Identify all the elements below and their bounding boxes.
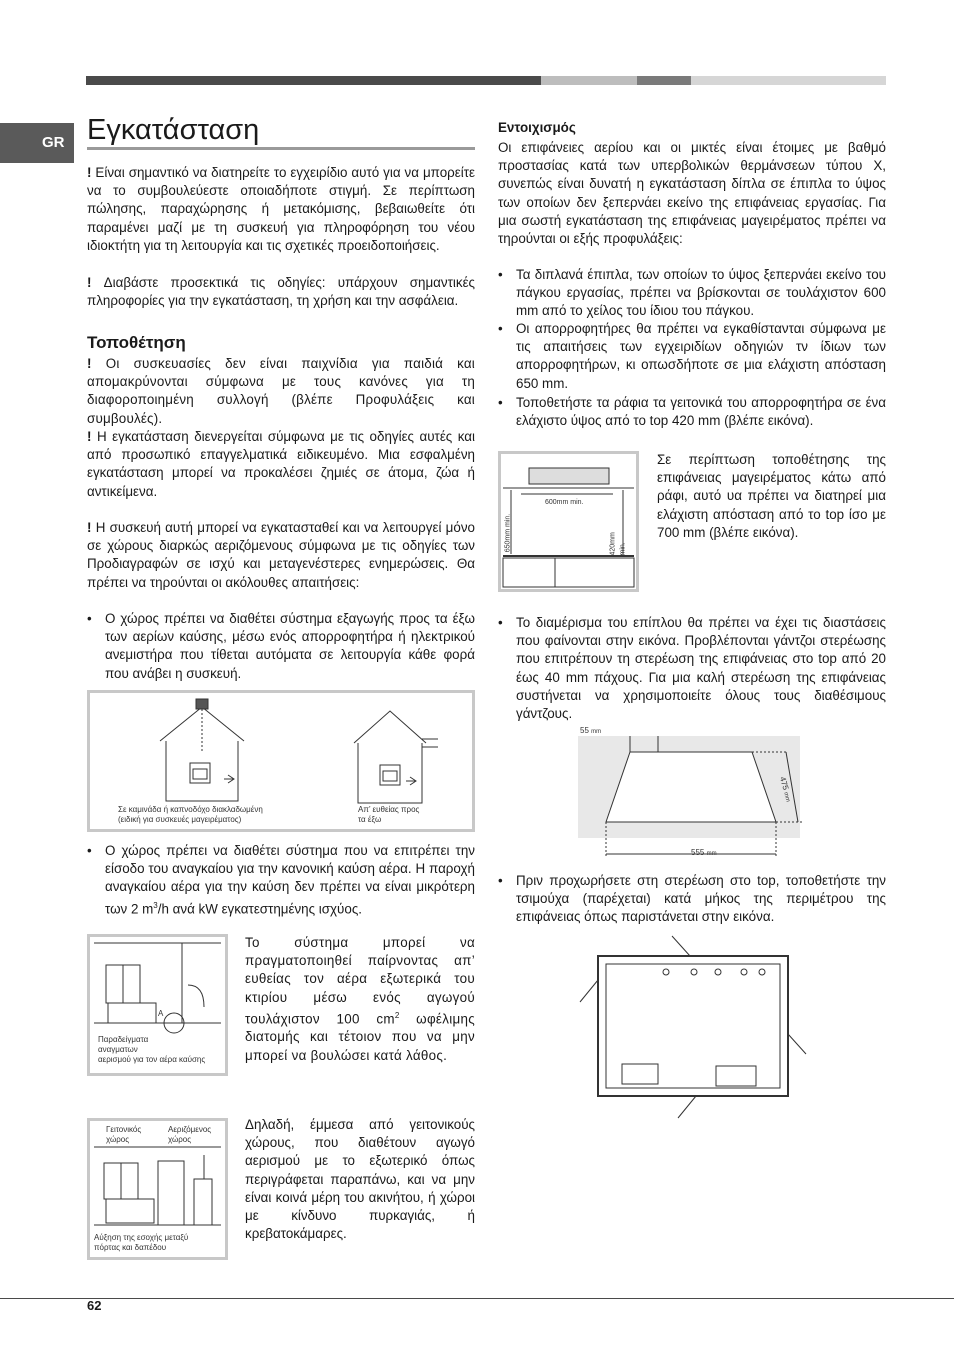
intro-paragraph-2: ! Διαβάστε προσεκτικά τις οδηγίες: υπάρχουν σημαντικές πληροφορίες για την εγκατάσταση, τη χρήση και την ασφάλεια.: [87, 275, 475, 309]
figure-cutout-drawing: [576, 724, 802, 866]
figure-caption-air: Παραδείγματα αναγματων αερισμού για τον αέρα καύσης: [98, 1035, 206, 1064]
cutout-475-label: 475 mm: [778, 775, 791, 803]
figure-cutout-dimensions: [576, 724, 802, 866]
section-heading-builtin: Εντοιχισμός: [498, 120, 576, 135]
shelf-600-label: 600mm min.: [545, 499, 584, 506]
figure-adjacent-room: [87, 1118, 228, 1260]
figure-seal-drawing: [578, 934, 808, 1120]
placement-bullet-2: • Ο χώρος πρέπει να διαθέτει σύστημα που να επιτρέπει την είσοδο του αναγκαίου για την κανονική καύση αέρα. Η παροχή αναγκαίου αέρα για την καύση δεν πρέπει να είναι μικρότερη των 2 $m^3/h$ ανά kW εγκατεστημένης ισχύος.: [87, 842, 475, 918]
page-title: Εγκατάσταση: [87, 114, 260, 146]
figure-seal-placement: [578, 934, 808, 1120]
language-tab: GR: [0, 123, 74, 163]
footer-rule: [0, 1298, 954, 1299]
cutout-55-label: 55 mm: [580, 726, 602, 735]
shelf-text: Σε περίπτωση τοποθέτησης της επιφάνειας μαγειρέματος κάτω από ράφι, αυτό υα πρέπει να διατηρεί μια ελάχιστη απόσταση από το top ίσο με 700 mm (βλέπε εικόνα).: [657, 452, 886, 540]
figure-caption-chimney: Σε καμινάδα ή καπνοδόχο διακλαδωμένη (ειδική για συσκευές μαγειρέματος): [118, 805, 263, 824]
figure-caption-direct: Απ’ ευθείας προς τα έξω: [358, 805, 420, 824]
shelf-420-label: 420mm min.: [609, 532, 627, 556]
placement-paragraph-2: ! Η εγκατάσταση διενεργείται σύμφωνα με τις οδηγίες αυτές και από προσωπικό επαγγελματικά ειδικευμένο. Μια εσφαλμένη εγκατάσταση μπορεί να προκαλέσει ζημιές σε άτομα, ζώα ή αντικείμενα.: [87, 429, 475, 499]
builtin-bullet-1: • Τα διπλανά έπιπλα, των οποίων το ύψος ξεπερνάει εκείνο του πάγκου εργασίας, πρέπει να βρίσκονται σε τουλάχιστον 600 mm από το χείλος του ίδιου του πάγκου.: [498, 266, 886, 321]
header-bar-light: [541, 76, 637, 85]
figure-shelf-clearance: [498, 451, 639, 592]
header-bar-dark: [86, 76, 541, 85]
title-underline: [87, 147, 475, 150]
adjacent-room-label: Γειτονικός χώρος: [106, 1125, 142, 1144]
air-intake-text: Το σύστημα μπορεί να πραγματοποιηθεί παίρνοντας απ’ ευθείας τον αέρα εξωτερικά του κτιρίου μέσω ενός αγωγού τουλάχιστον 100 $cm^2$ ωφέλιμης διατομής και τέτοιον που να μην μπορεί να βουλώσει κατά λάθος.: [245, 935, 475, 1063]
builtin-bullet-3: • Τοποθετήστε τα ράφια τα γειτονικά του απορροφητήρα σε ένα ελάχιστο ύψος από το top 420 mm (βλέπε εικόνα).: [498, 394, 886, 430]
builtin-bullet-4: • Το διαμέρισμα του επίπλου θα πρέπει να έχει τις διαστάσεις που φαίνονται στην εικόνα. Προβλέπονται γάντζοι στερέωσης που επιτρέπουν τη στερέωση της επιφάνειας στο top από 20 έως 40 mm πάχους. Για μια καλή στερέωση της επιφάνειας συστήνεται να χρησιμοποιείτε όλους τους διαθέσιμους γάντζους.: [498, 614, 886, 723]
builtin-bullet-2: • Οι απορροφητήρες θα πρέπει να εγκαθίστανται σύμφωνα με τις απαιτήσεις των εγχειριδίων οδηγιών τν ίδιων των απορροφητήρων, κι οπωσδήποτε σε μια ελάχιστη απόσταση 650 mm.: [498, 320, 886, 393]
placement-paragraph-3: ! Η συσκευή αυτή μπορεί να εγκατασταθεί και να λειτουργεί μόνο σε χώρους διαρκώς αεριζόμενους σύμφωνα με τις οδηγίες των Προδιαγραφών σε ισχύ και μεταγενέστερες ενημερώσεις. Θα πρέπει να τηρούνται οι ακόλουθες απαιτήσεις:: [87, 520, 475, 590]
placement-bullet-1: • Ο χώρος πρέπει να διαθέτει σύστημα εξαγωγής προς τα έξω των αερίων καύσης, μέσω ενός απορροφητήρα ή ηλεκτρικού ανεμιστήρα που τίθεται αυτόματα σε λειτουργία κάθε φορά που ανάβει η συσκευή.: [87, 610, 475, 683]
builtin-paragraph-1: Οι επιφάνειες αερίου και οι μικτές είναι έτοιμες με βαθμό προστασίας κατά των υπερβολικών θερμάνσεων τύπου X, συνεπώς είναι δυνατή η εγκατάσταση δίπλα σε έπιπλα το ύψος των οποίων δεν ξεπερνάει εκείνο της επιφάνειας εργασίας. Για μια σωστή εγκατάσταση της επιφάνειας μαγειρέματος πρέπει να τηρούνται οι εξής προφυλάξεις:: [498, 140, 886, 247]
cutout-555-label: 555 mm: [691, 848, 717, 857]
shelf-650-label: 650mm min.: [504, 513, 512, 553]
ventilated-room-label: Αεριζόμενος χώρος: [168, 1125, 212, 1144]
figure-air-intake: [87, 934, 228, 1076]
air-label-a: A: [158, 1009, 164, 1018]
page-number: 62: [87, 1298, 102, 1313]
section-heading-placement: Τοποθέτηση: [87, 333, 186, 352]
header-bar-mid: [637, 76, 691, 85]
figure-caption-adjacent: Αύξηση της εσοχής μεταξύ πόρτας και δαπέδου: [94, 1233, 189, 1252]
indirect-air-text: Δηλαδή, έμμεσα από γειτονικούς χώρους, που διαθέτουν αγωγό αερισμού με το εξωτερικό όπως περιγράφεται παραπάνω, και να μην είναι κοινά μέρη του ακινήτου, ή χώροι με κίνδυνο πυρκαγιάς, ή κρεβατοκάμαρες.: [245, 1117, 475, 1242]
figure-exhaust-options: [87, 690, 475, 832]
placement-paragraph-1: ! Οι συσκευασίες δεν είναι παιχνίδια για παιδιά και απομακρύνονται σύμφωνα με τους κανόνες για τη διαφοροποιημένη συλλογή (βλέπε Προφυλάξεις και συμβουλές).: [87, 356, 475, 426]
header-bar-pale: [691, 76, 886, 85]
intro-paragraph-1: ! Είναι σημαντικό να διατηρείτε το εγχειρίδιο αυτό για να μπορείτε να το συμβουλεύεστε οποιαδήποτε στιγμή. Σε περίπτωση πώλησης, παραχώρησης ή μετακόμισης, βεβαιωθείτε ότι παραμένει μαζί με τη συσκευή για πληροφόρηση του νέου ιδιοκτήτη για τη λειτουργία και τις σχετικές προειδοποιήσεις.: [87, 165, 475, 253]
builtin-bullet-5: • Πριν προχωρήσετε στη στερέωση στο top, τοποθετήστε την τσιμούχα (παρέχεται) κατά μήκος της περιμέτρου της επιφάνειας όπως παριστάνεται στην εικόνα.: [498, 872, 886, 927]
